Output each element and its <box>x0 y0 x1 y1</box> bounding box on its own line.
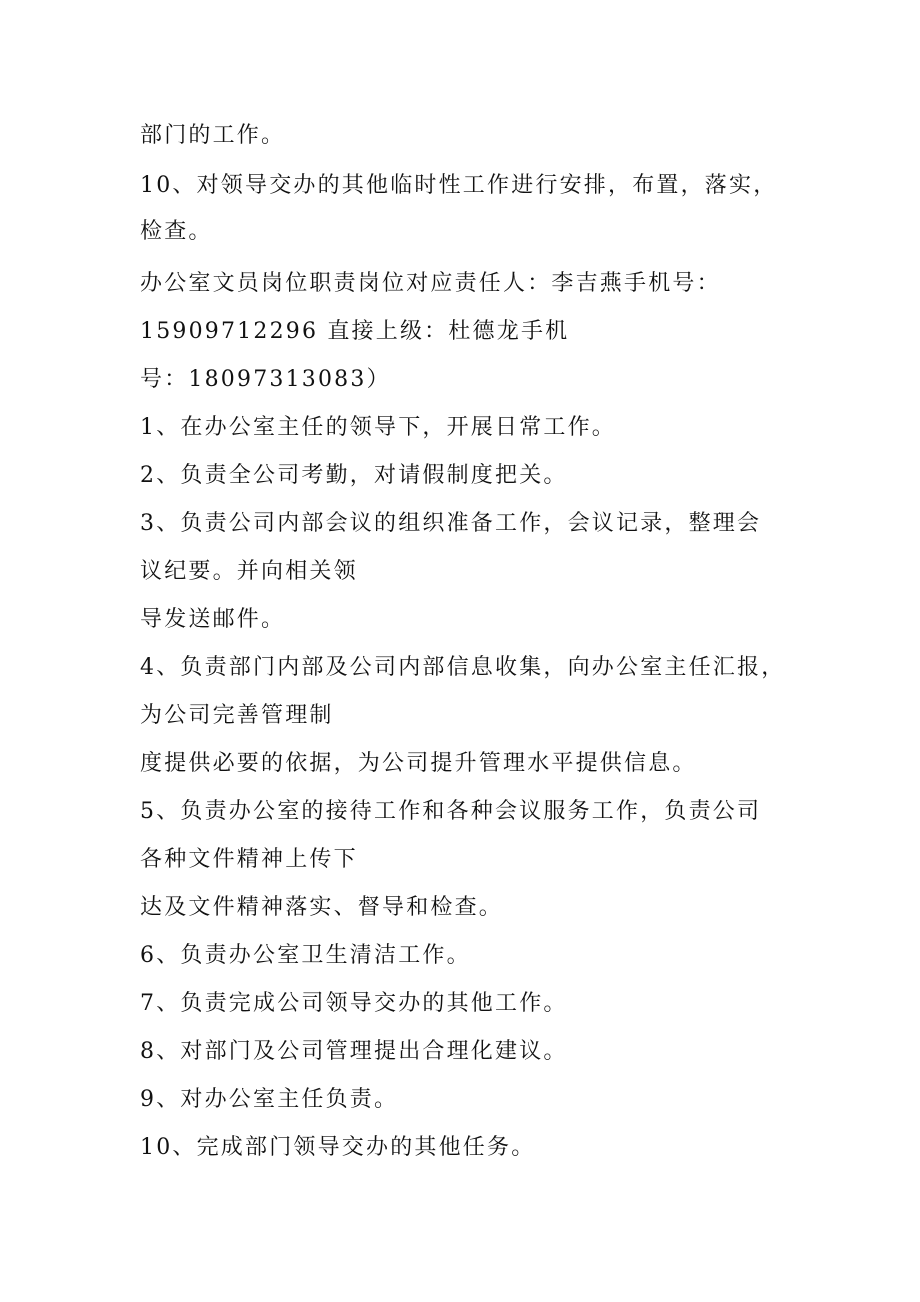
text-line: 10、完成部门领导交办的其他任务。 <box>140 1135 536 1160</box>
text-line: 各种文件精神上传下 <box>140 847 358 872</box>
text-line: 6、负责办公室卫生清洁工作。 <box>140 943 471 968</box>
text-line: 达及文件精神落实、督导和检查。 <box>140 895 504 920</box>
text-line: 议纪要。并向相关领 <box>140 559 358 584</box>
text-line: 10、对领导交办的其他临时性工作进行安排，布置，落实， <box>140 173 778 198</box>
text-line: 号：18097313083） <box>140 367 391 392</box>
text-line: 导发送邮件。 <box>140 607 286 632</box>
text-line: 部门的工作。 <box>140 123 286 148</box>
text-line: 1、在办公室主任的领导下，开展日常工作。 <box>140 415 616 440</box>
text-line: 15909712296 直接上级：杜德龙手机 <box>140 319 570 344</box>
text-line: 4、负责部门内部及公司内部信息收集，向办公室主任汇报， <box>140 655 786 680</box>
text-line: 度提供必要的依据，为公司提升管理水平提供信息。 <box>140 751 697 776</box>
text-line: 9、对办公室主任负责。 <box>140 1087 399 1112</box>
text-line: 3、负责公司内部会议的组织准备工作，会议记录，整理会 <box>140 511 762 536</box>
text-line: 为公司完善管理制 <box>140 703 334 728</box>
text-line: 2、负责全公司考勤，对请假制度把关。 <box>140 463 568 488</box>
text-line: 8、对部门及公司管理提出合理化建议。 <box>140 1039 568 1064</box>
text-line: 5、负责办公室的接待工作和各种会议服务工作，负责公司 <box>140 799 762 824</box>
text-line: 检查。 <box>140 219 213 244</box>
text-line: 7、负责完成公司领导交办的其他工作。 <box>140 991 568 1016</box>
text-line: 办公室文员岗位职责岗位对应责任人：李吉燕手机号： <box>140 271 721 296</box>
